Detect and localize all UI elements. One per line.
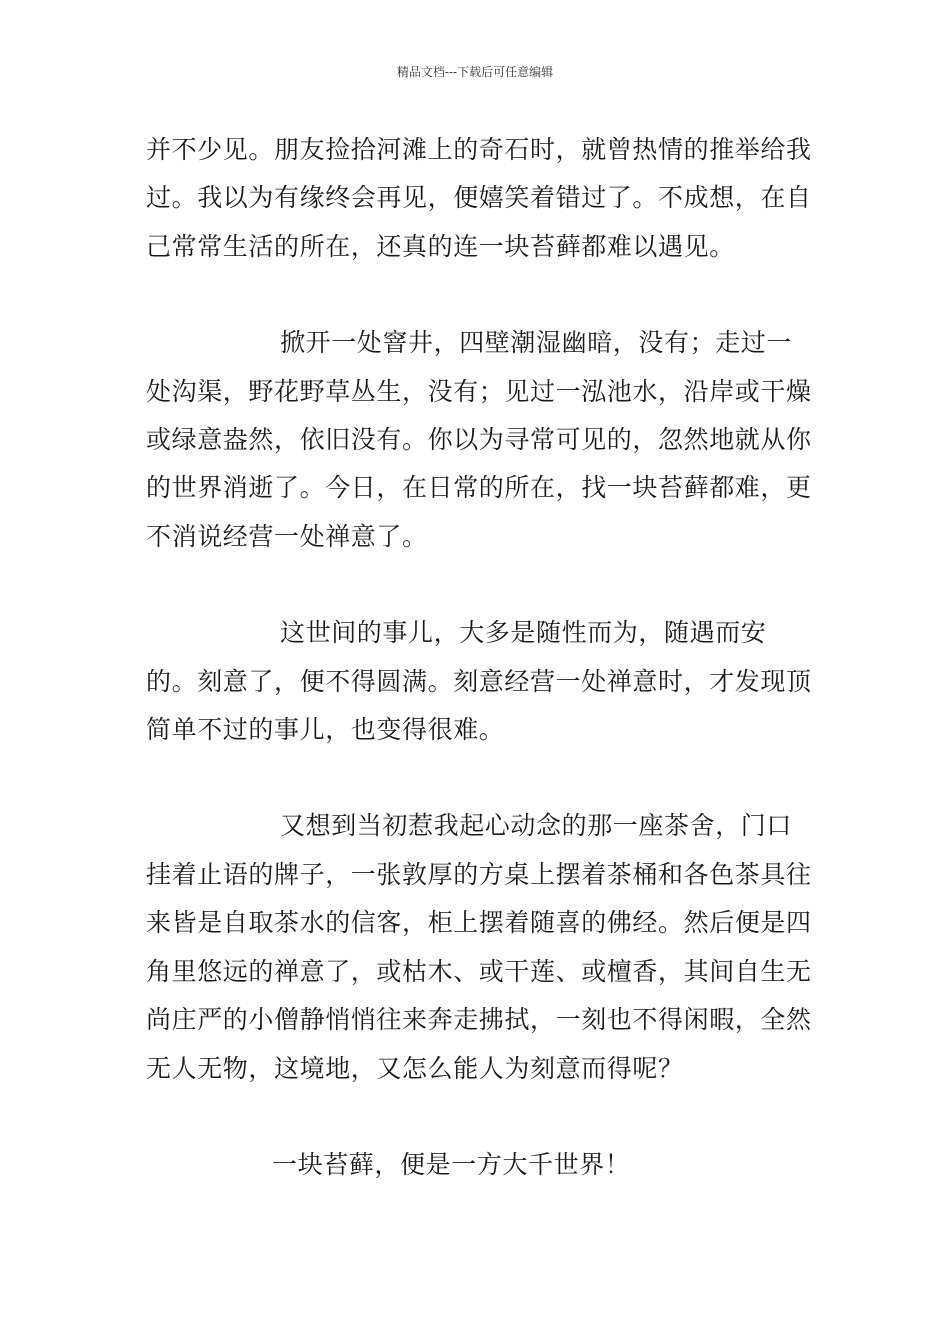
- page-header: 精品文档---下载后可任意编辑: [396, 65, 554, 79]
- closing-line: 一块苔藓，便是一方大千世界！: [272, 1149, 631, 1179]
- paragraph-gap: [146, 1093, 816, 1141]
- paragraph-gap: [146, 754, 816, 802]
- document-body: [146, 126, 816, 1189]
- paragraph-2: 掀开一处窨井，四壁潮湿幽暗，没有；走过一处沟渠，野花野草丛生，没有；见过一泓池水，沿岸或干燥或绿意盎然，依旧没有。你以为寻常可见的，忽然地就从你的世界消逝了。今日，在日常的所在，找一块苔藓都难，更不消说经营一处禅意了。: [146, 328, 812, 551]
- paragraph-3: 这世间的事儿，大多是随性而为，随遇而安的。刻意了，便不得圆满。刻意经营一处禅意时，才发现顶简单不过的事儿，也变得很难。: [146, 618, 812, 745]
- paragraph-1: 并不少见。朋友捡拾河滩上的奇石时，就曾热情的推举给我过。我以为有缘终会再见，便嬉笑着错过了。不成想，在自己常常生活的所在，还真的连一块苔藓都难以遇见。: [146, 135, 812, 261]
- paragraph-gap: [146, 271, 816, 319]
- paragraph-4: 又想到当初惹我起心动念的那一座茶舍，门口挂着止语的牌子，一张敦厚的方桌上摆着茶桶和各色茶具往来皆是自取茶水的信客，柜上摆着随喜的佛经。然后便是四角里悠远的禅意了，或枯木、或干莲、或檀香，其间自生无尚庄严的小僧静悄悄往来奔走拂拭，一刻也不得闲暇，全然无人无物，这境地，又怎么能人为刻意而得呢？: [146, 811, 812, 1083]
- paragraph-gap: [146, 561, 816, 609]
